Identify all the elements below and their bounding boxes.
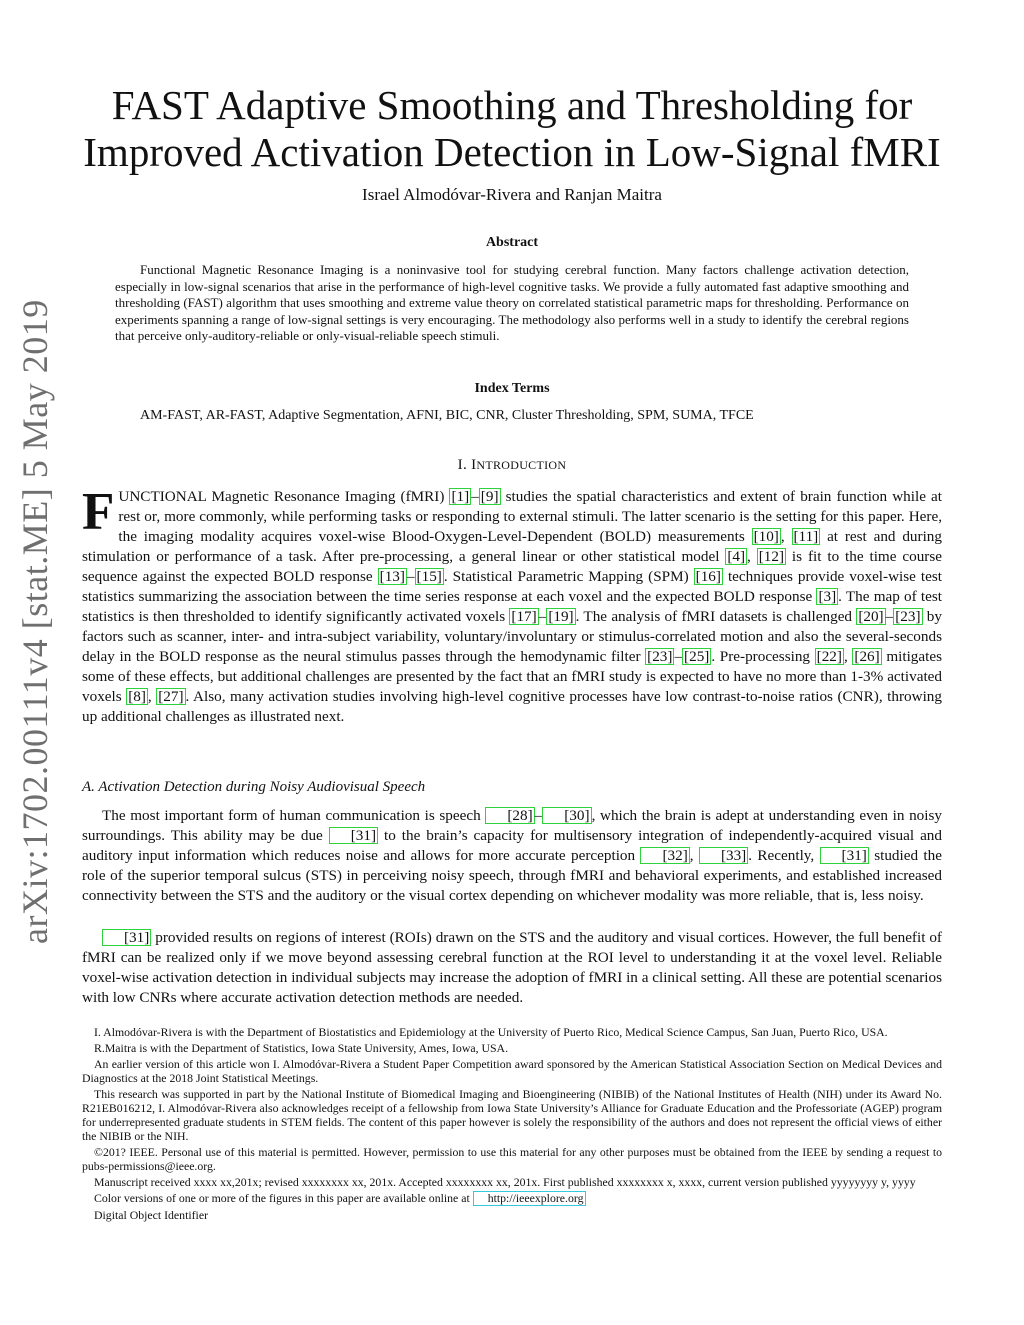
citation-link[interactable]: [12] [758, 548, 785, 565]
body-text: . Pre-processing [711, 648, 815, 665]
body-text: provided results on regions of interest (ROIs) drawn on the STS and the auditory and visual cortices. However, the full benefit of fMRI can be realized only if we move beyond assessing cerebral function at the ROI level to understanding it at the voxel level. Reliable voxel-wise activation detection in individual subjects may increase the adoption of fMRI in a clinical setting. All these are potential scenarios with low CNRs where accurate activation detection methods are needed. [82, 929, 942, 1006]
body-text: UNCTIONAL Magnetic Resonance Imaging (fMRI) [118, 488, 450, 505]
citation-link[interactable]: [1] [451, 488, 470, 505]
author-list: Israel Almodóvar-Rivera and Ranjan Maitra [362, 185, 662, 204]
subsection-paragraph-1 [82, 806, 942, 906]
body-text: , [147, 688, 157, 705]
body-text: . Also, many activation studies involving high-level cognitive processes have low contrast-to-noise ratios (CNR), throwing up additional challenges as illustrated next. [82, 688, 942, 725]
ieeexplore-link[interactable]: http://ieeexplore.org [473, 1191, 587, 1206]
footnote-affiliation-1: I. Almodóvar-Rivera is with the Department of Biostatistics and Epidemiology at the University of Puerto Rico, Medical Science Campus, San Juan, Puerto Rico, USA. [94, 1025, 888, 1039]
title-line-1: FAST Adaptive Smoothing and Thresholding for [111, 82, 913, 128]
introduction-paragraph [82, 483, 943, 727]
citation-link[interactable]: [31] [820, 847, 869, 864]
citation-link[interactable]: [30] [542, 807, 591, 824]
citation-link[interactable]: [15] [416, 568, 442, 585]
body-text: – [471, 488, 479, 505]
body-text: to the brain’s capacity for multisensory integration of independently-acquired visual and auditory input information which reduces noise and allows for more accurate perception [82, 827, 942, 864]
citation-link[interactable]: [20] [858, 608, 884, 625]
body-text: , [780, 528, 792, 545]
drop-cap: F [82, 483, 115, 541]
body-text: , [843, 648, 853, 665]
body-text: The most important form of human communication is speech [102, 807, 486, 824]
footnote-award: An earlier version of this article won I. Almodóvar-Rivera a Student Paper Competition award sponsored by the American Statistical Association Section on Medical Devices and Diagnostics at the 2018 Joint Statistical Meetings. [82, 1057, 942, 1085]
citation-link[interactable]: [17] [511, 608, 537, 625]
body-text: at rest and during stimulation or performance of a task. After pre-processing, a general linear or other statistical model [82, 528, 942, 565]
footnote-color-versions [82, 1191, 942, 1206]
body-text: is fit to the time course sequence against the expected BOLD response [82, 548, 943, 585]
citation-link[interactable]: [3] [818, 588, 837, 605]
arxiv-identifier: arXiv:1702.00111v4 [stat.ME] 5 May 2019 [15, 299, 55, 944]
footnotes [82, 1025, 942, 1224]
abstract-heading: Abstract [485, 235, 539, 250]
abstract-text: Functional Magnetic Resonance Imaging is a noninvasive tool for studying cerebral function. Many factors challenge activation detection, especially in low-signal scenarios that arise in the performance of high-level cognitive tasks. We provide a fully automated fast adaptive smoothing and thresholding (FAST) algorithm that uses smoothing and extreme value theory on correlated statistical parametric maps for thresholding. Performance on experiments spanning a range of low-signal settings is very encouraging. The methodology also performs well in a study to identify the cerebral regions that perceive only-auditory-reliable or only-visual-reliable speech stimuli. [115, 262, 909, 343]
body-text: – [885, 608, 894, 625]
subsection-paragraph-2 [82, 928, 942, 1008]
citation-link[interactable]: [4] [727, 548, 746, 565]
citation-link[interactable]: [22] [816, 648, 842, 665]
title-line-2: Improved Activation Detection in Low-Signal fMRI [83, 129, 941, 175]
citation-link[interactable]: [28] [485, 807, 534, 824]
citation-link[interactable]: [33] [699, 847, 748, 864]
citation-link[interactable]: [9] [480, 488, 499, 505]
index-terms-heading: Index Terms [474, 381, 550, 396]
citation-link[interactable]: [8] [128, 688, 146, 705]
citation-link[interactable]: [26] [854, 648, 880, 665]
body-text: . The map of test statistics is then thresholded to identify significantly activated voxels [82, 588, 942, 625]
body-text: , [689, 847, 699, 864]
section-heading-introduction [60, 457, 964, 474]
body-text: studies the spatial characteristics and extent of brain function while at rest or, more commonly, while performing tasks or responding to external stimuli. The latter scenario is the setting for this paper. Here, the imaging modality acquires voxel-wise Blood-Oxygen-Level-Dependent (BOLD) measurements [118, 488, 942, 545]
body-text: , [747, 548, 757, 565]
paper-title [60, 82, 964, 176]
citation-link[interactable]: [23] [895, 608, 921, 625]
footnote-doi: Digital Object Identifier [94, 1208, 208, 1222]
citation-link[interactable]: [13] [379, 568, 405, 585]
citation-link[interactable]: [23] [647, 648, 673, 665]
body-text: Color versions of one or more of the figures in this paper are available online at [94, 1191, 473, 1205]
body-text: . The analysis of fMRI datasets is challenged [575, 608, 857, 625]
citation-link[interactable]: [31] [102, 929, 151, 946]
body-text: . Statistical Parametric Mapping (SPM) [443, 568, 694, 585]
footnote-affiliation-2: R.Maitra is with the Department of Statistics, Iowa State University, Ames, Iowa, USA. [94, 1041, 509, 1055]
body-text: – [538, 608, 547, 625]
citation-link[interactable]: [25] [684, 648, 710, 665]
body-text: – [674, 648, 683, 665]
body-text: . Recently, [748, 847, 820, 864]
body-text: by factors such as scanner, inter- and intra-subject variability, voluntary/involuntary or stimulus-correlated motion and also the several-seconds delay in the BOLD response as the neural stimulus passes through the hemodynamic filter [82, 608, 942, 665]
body-text: – [534, 807, 543, 824]
subsection-heading: A. Activation Detection during Noisy Audiovisual Speech [82, 779, 426, 795]
body-text: studied the role of the superior temporal sulcus (STS) in perceiving noisy speech, through fMRI and behavioral experiments, and established increased connectivity between the STS and the auditory or the visual cortex depending on whichever modality was more reliable, that is, less noisy. [82, 847, 942, 904]
citation-link[interactable]: [16] [695, 568, 721, 585]
citation-link[interactable]: [11] [793, 528, 819, 545]
section-title-initial: I [471, 457, 477, 473]
footnote-copyright: ©201? IEEE. Personal use of this material is permitted. However, permission to use this material for any other purposes must be obtained from the IEEE by sending a request to pubs-permissions@ieee.org. [82, 1145, 942, 1173]
body-text: mitigates some of these effects, but additional challenges are presented by the fact that an fMRI study is expected to have no more than 1-3% activated voxels [82, 648, 942, 705]
body-text: – [406, 568, 415, 585]
footnote-manuscript-dates: Manuscript received xxxx xx,201x; revised xxxxxxxx xx, 201x. Accepted xxxxxxxx xx, 201x. First published xxxxxxxx x, xxxx, current version published yyyyyyyy y, yyyy [94, 1175, 916, 1189]
citation-link[interactable]: [10] [753, 528, 779, 545]
index-terms-text: AM-FAST, AR-FAST, Adaptive Segmentation, AFNI, BIC, CNR, Cluster Thresholding, SPM, SUMA, TFCE [140, 408, 754, 423]
body-text: , which the brain is adept at understanding even in noisy surroundings. This ability may be due [82, 807, 942, 844]
section-number: I. [457, 457, 468, 473]
citation-link[interactable]: [27] [158, 688, 184, 705]
section-title-rest: NTRODUCTION [476, 458, 567, 472]
citation-link[interactable]: [19] [548, 608, 574, 625]
citation-link[interactable]: [32] [640, 847, 689, 864]
footnote-funding: This research was supported in part by the National Institute of Biomedical Imaging and Bioengineering (NIBIB) of the National Institutes of Health (NIH) under its Award No. R21EB016212, I. Almodóvar-Rivera also acknowledges receipt of a fellowship from Iowa State University’s Alliance for Graduate Education and the Professoriate (AGEP) program for underrepresented graduate students in STEM fields. The content of this paper however is solely the responsibility of the authors and does not represent the official views of either the NIBIB or the NIH. [82, 1087, 942, 1143]
body-text: techniques provide voxel-wise test statistics summarizing the association between the time series response at each voxel and the expected BOLD response [82, 568, 943, 605]
citation-link[interactable]: [31] [329, 827, 378, 844]
